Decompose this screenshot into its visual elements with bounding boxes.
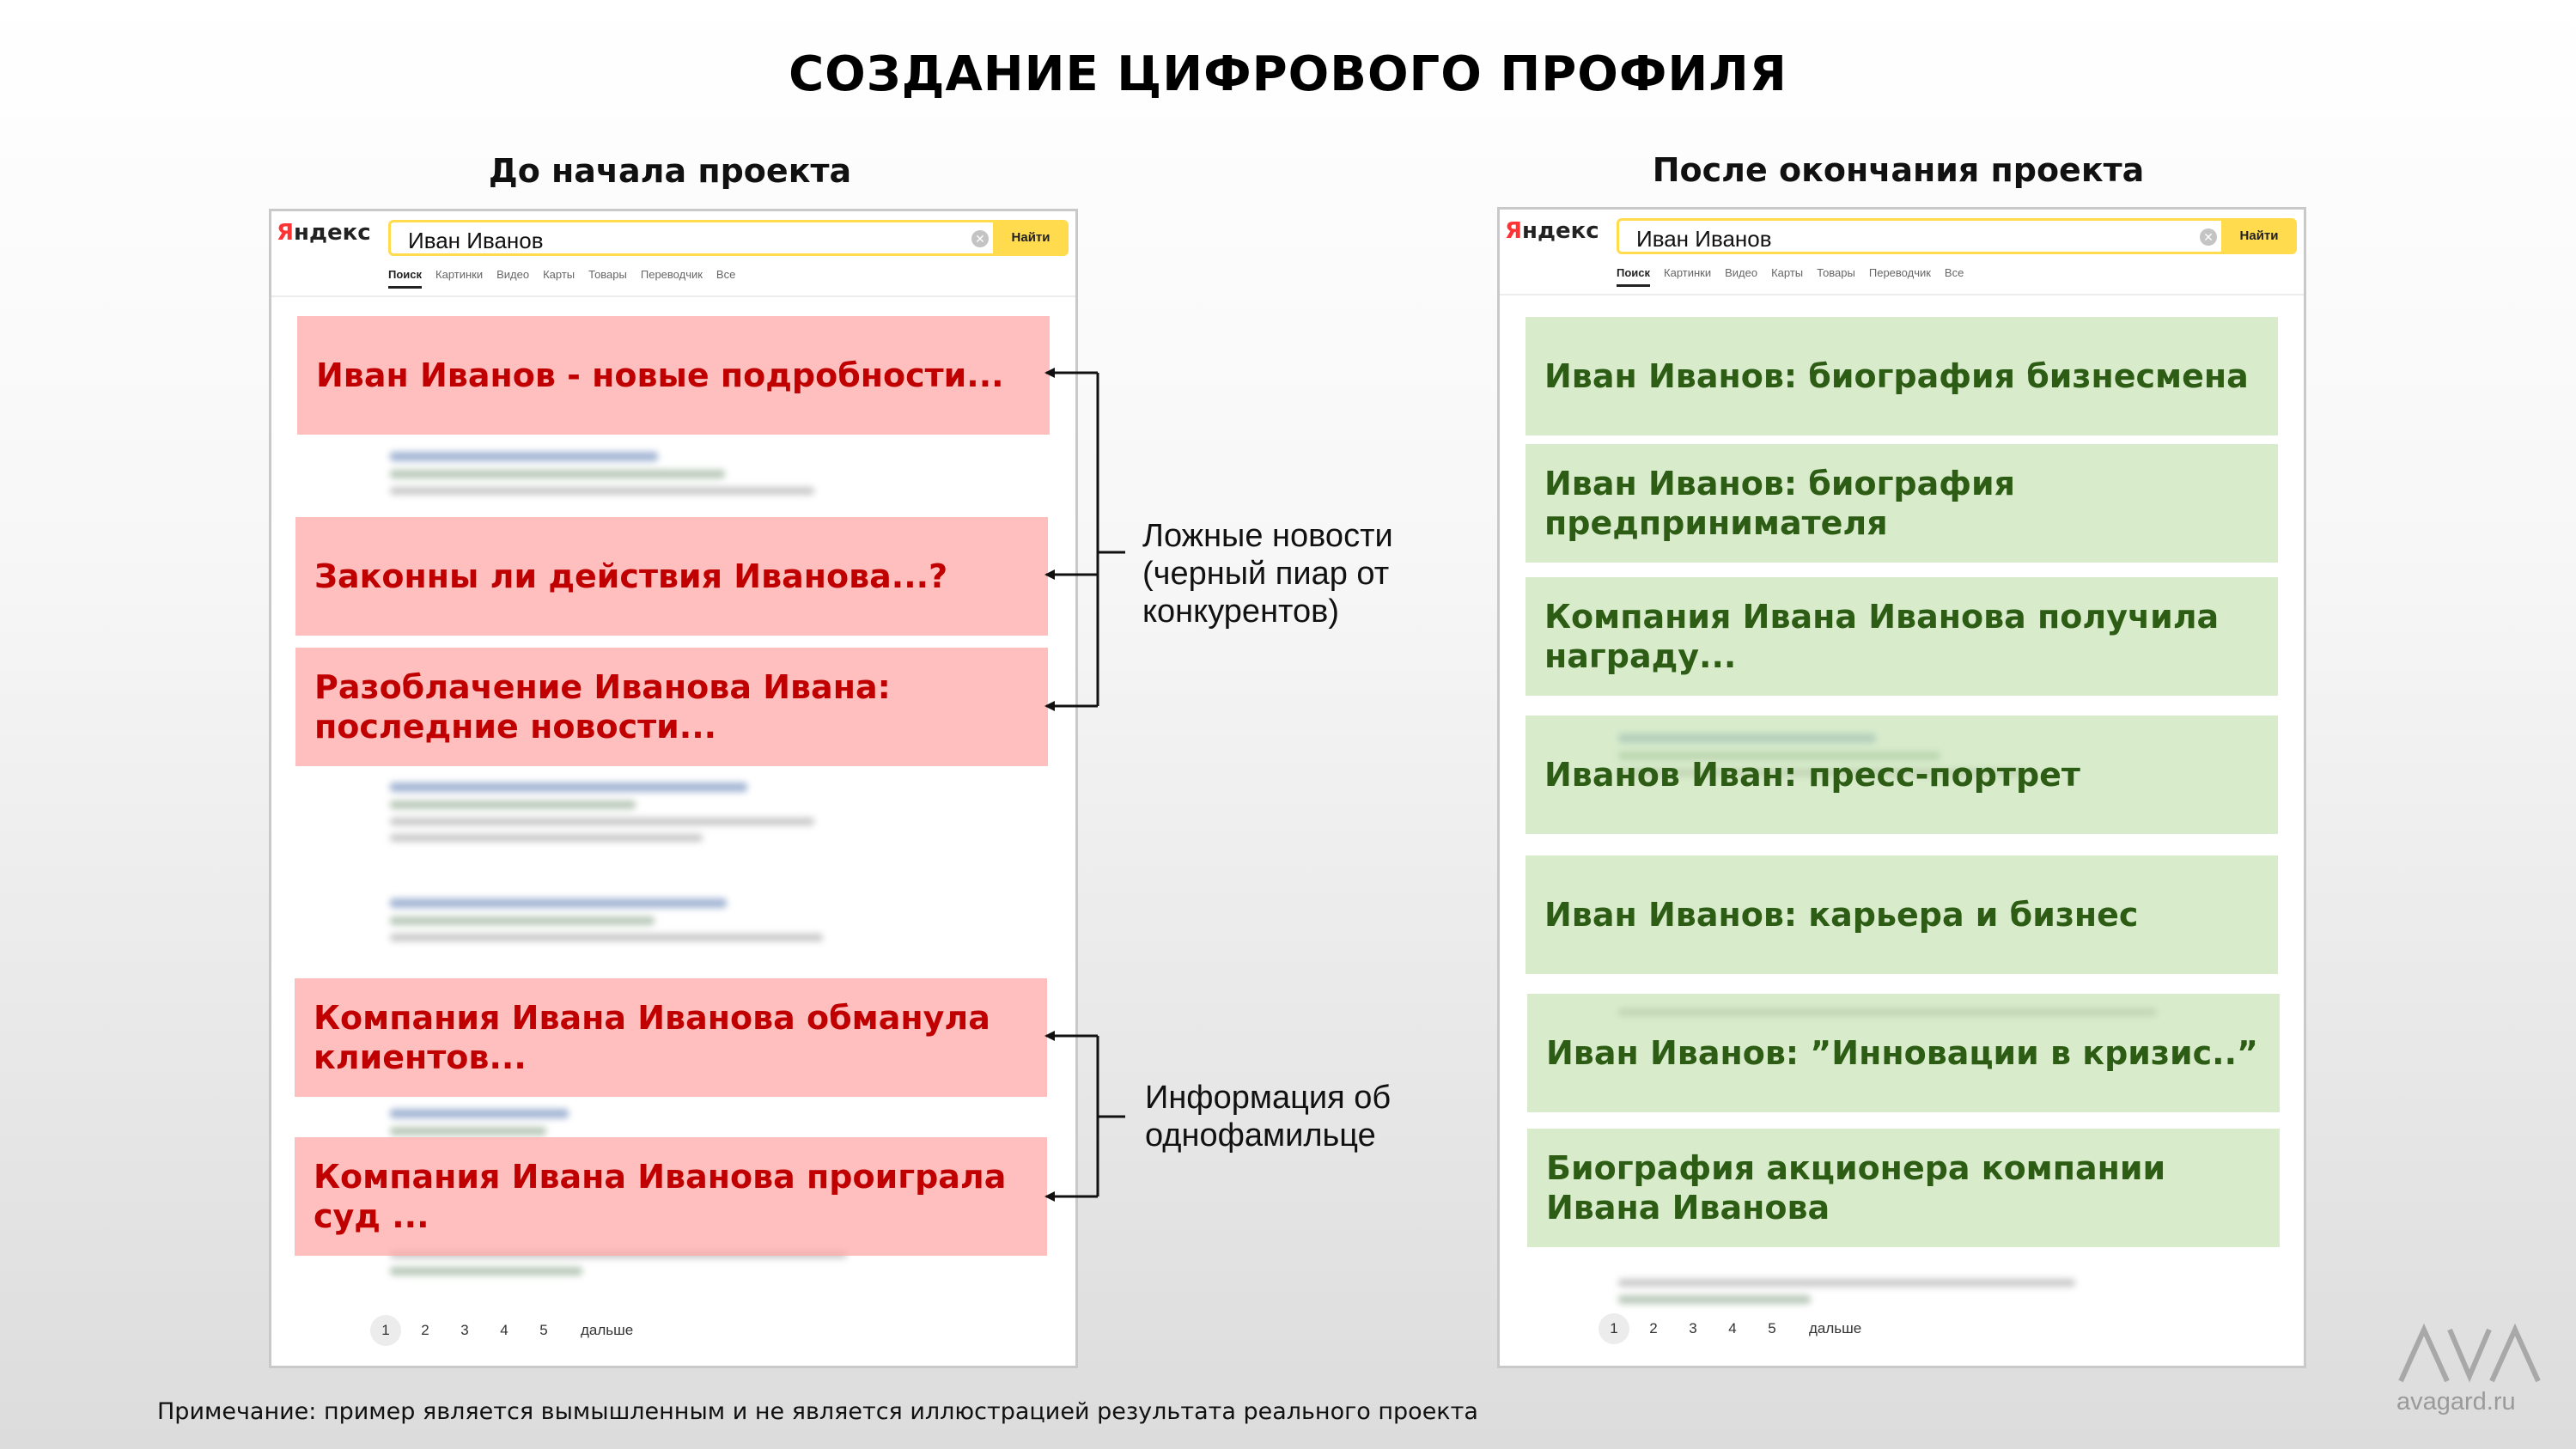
page-link[interactable]: 2 [421, 1322, 429, 1338]
page-link[interactable]: 1 [1599, 1313, 1629, 1344]
result-title: Иван Иванов: биография предпринимателя [1544, 465, 2015, 542]
search-result[interactable] [1526, 317, 2278, 435]
page-title: СОЗДАНИЕ ЦИФРОВОГО ПРОФИЛЯ [789, 46, 1787, 102]
page-link[interactable]: 5 [539, 1322, 548, 1338]
search-result[interactable] [1526, 577, 2278, 696]
tab-goods[interactable]: Товары [588, 268, 627, 281]
search-tabs [1617, 266, 1964, 287]
clear-icon[interactable]: ✕ [2200, 228, 2217, 246]
result-title: Биография акционера компании Ивана Иванова [1546, 1149, 2166, 1227]
result-title: Законны ли действия Иванова...? [314, 557, 948, 595]
tab-all[interactable]: Все [716, 268, 736, 281]
result-title: Иванов Иван: пресс-портрет [1544, 756, 2080, 794]
blurred-result [1618, 1279, 2099, 1312]
ava-logo [2396, 1323, 2543, 1387]
result-title: Разоблачение Иванова Ивана: последние новости... [314, 668, 891, 746]
fake-news-label: Ложные новости (черный пиар от конкурентов) [1142, 518, 1393, 630]
page-link[interactable]: 1 [370, 1315, 401, 1346]
tab-maps[interactable]: Карты [1771, 266, 1804, 279]
tab-video[interactable]: Видео [496, 268, 530, 281]
search-query: Иван Иванов [408, 228, 544, 253]
search-header [1500, 210, 2304, 295]
ava-logo-text: AVA [2396, 1323, 2398, 1324]
page-link[interactable]: 2 [1649, 1320, 1658, 1336]
yandex-logo[interactable]: Яндекс [1505, 218, 1599, 244]
next-page-link[interactable]: дальше [1809, 1320, 1862, 1336]
yandex-logo[interactable]: Яндекс [277, 220, 371, 246]
result-title: Иван Иванов - новые подробности... [316, 356, 1004, 394]
page-link[interactable]: 3 [460, 1322, 469, 1338]
tab-translator[interactable]: Переводчик [640, 268, 703, 281]
search-result[interactable] [1526, 444, 2278, 563]
tab-translator[interactable]: Переводчик [1868, 266, 1931, 279]
result-title: Иван Иванов: ”Инновации в кризис..” [1546, 1034, 2259, 1072]
next-page-link[interactable]: дальше [581, 1322, 634, 1338]
after-heading: После окончания проекта [1652, 151, 2145, 189]
search-query: Иван Иванов [1636, 226, 1772, 252]
page-link[interactable]: 5 [1768, 1320, 1776, 1336]
page-link[interactable]: 3 [1689, 1320, 1697, 1336]
tab-goods[interactable]: Товары [1817, 266, 1855, 279]
tab-images[interactable]: Картинки [1664, 266, 1712, 279]
search-input[interactable] [1617, 218, 2226, 254]
before-heading: До начала проекта [488, 152, 852, 190]
page-link[interactable]: 4 [500, 1322, 509, 1338]
result-title: Компания Ивана Иванова обманула клиентов... [314, 999, 990, 1076]
page-link[interactable]: 4 [1728, 1320, 1737, 1336]
search-button[interactable]: Найти [2221, 218, 2297, 254]
tab-video[interactable]: Видео [1725, 266, 1758, 279]
search-result[interactable] [1527, 1129, 2280, 1247]
clear-icon[interactable]: ✕ [971, 230, 989, 247]
tab-all[interactable]: Все [1944, 266, 1964, 279]
tab-images[interactable]: Картинки [435, 268, 484, 281]
result-title: Иван Иванов: карьера и бизнес [1544, 896, 2139, 934]
result-title: Компания Ивана Иванова проиграла суд ... [314, 1158, 1007, 1235]
after-serp-panel [1497, 207, 2306, 1368]
search-result[interactable] [1526, 715, 2278, 834]
search-button[interactable]: Найти [993, 220, 1069, 256]
search-result[interactable] [1526, 855, 2278, 974]
tab-search[interactable]: Поиск [388, 268, 422, 289]
namesake-label: Информация об однофамильце [1145, 1080, 1392, 1154]
footnote: Примечание: пример является вымышленным и не является иллюстрацией результата реального проекта [157, 1398, 1478, 1425]
tab-maps[interactable]: Карты [543, 268, 575, 281]
pagination [1594, 1313, 1861, 1344]
site-url[interactable]: avagard.ru [2396, 1388, 2516, 1416]
tab-search[interactable]: Поиск [1617, 266, 1650, 287]
result-title: Иван Иванов: биография бизнесмена [1544, 357, 2249, 395]
result-title: Компания Ивана Иванова получила награду... [1544, 598, 2220, 675]
search-result[interactable] [1527, 994, 2280, 1112]
